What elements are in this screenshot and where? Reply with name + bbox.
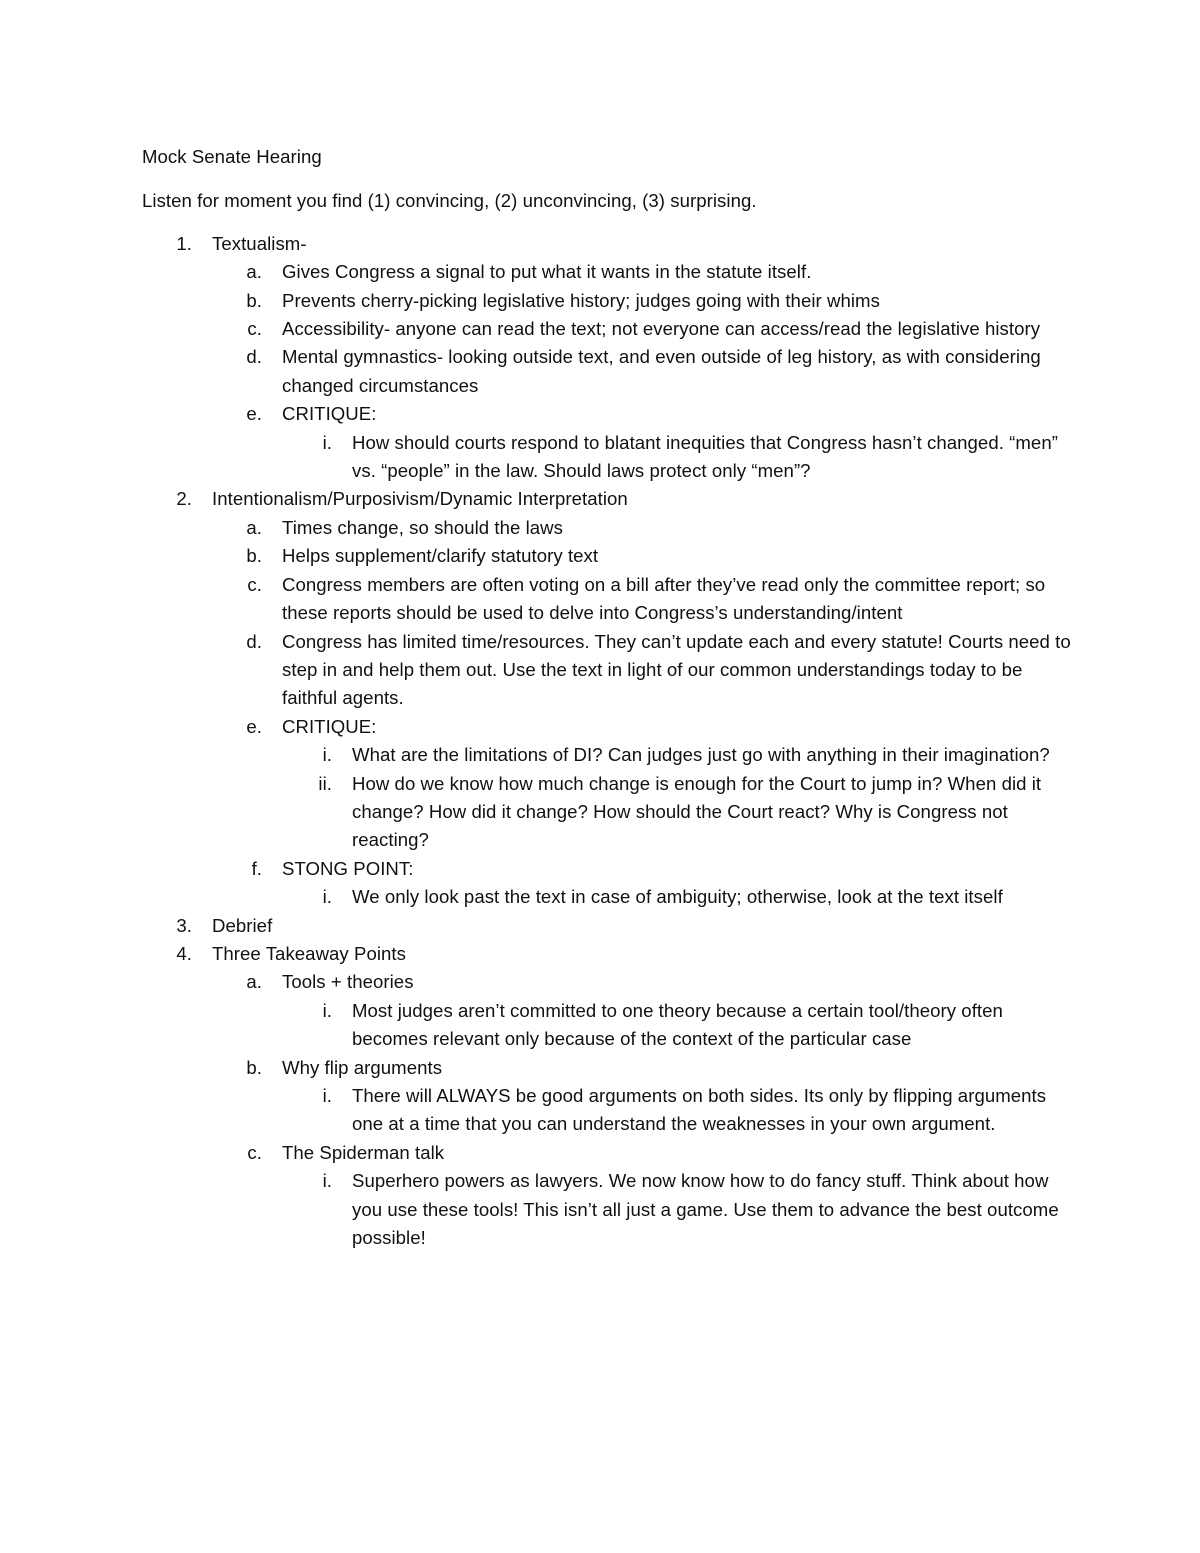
list-item-text: Textualism- bbox=[212, 232, 307, 254]
list-item-text: Congress members are often voting on a bill after they’ve read only the committee report; so these reports should be used to delve into Congress’s understanding/intent bbox=[282, 573, 1046, 624]
list-marker: e. bbox=[246, 403, 262, 425]
list-marker: b. bbox=[246, 545, 262, 567]
list-item-text: Congress has limited time/resources. They can’t update each and every statute! Courts need to step in and help them out. Use the text in light of our common understandings today to be faithful agents. bbox=[282, 630, 1071, 709]
list-marker: i. bbox=[322, 1085, 332, 1106]
outline-item-level-1 bbox=[142, 912, 1082, 940]
list-marker: i. bbox=[322, 999, 332, 1021]
outline-item-level-2 bbox=[142, 1054, 1082, 1082]
outline-item-level-2 bbox=[142, 855, 1082, 883]
list-marker: ii. bbox=[318, 772, 332, 794]
list-marker: 3. bbox=[176, 914, 192, 936]
outline-item-level-2 bbox=[142, 571, 1082, 628]
list-item-text: Mental gymnastics- looking outside text, and even outside of leg history, as with considering changed circumstances bbox=[282, 346, 1041, 396]
outline-item-level-1 bbox=[142, 230, 1082, 258]
list-item-text: Why flip arguments bbox=[282, 1056, 443, 1078]
list-marker: d. bbox=[246, 346, 262, 368]
list-marker: c. bbox=[247, 1141, 262, 1163]
list-item-text: Accessibility- anyone can read the text; not everyone can access/read the legislative history bbox=[282, 318, 1041, 340]
list-item-text: Tools + theories bbox=[282, 971, 414, 993]
list-marker: a. bbox=[246, 261, 262, 283]
outline-item-level-1 bbox=[142, 485, 1082, 513]
list-marker: b. bbox=[246, 1056, 262, 1078]
list-marker: i. bbox=[322, 886, 332, 908]
list-item-text: We only look past the text in case of ambiguity; otherwise, look at the text itself bbox=[352, 886, 1003, 908]
outline-item-level-3 bbox=[142, 1082, 1082, 1139]
list-item-text: Debrief bbox=[212, 914, 273, 936]
list-item-text: Prevents cherry-picking legislative history; judges going with their whims bbox=[282, 289, 880, 311]
outline-item-level-2 bbox=[142, 258, 1082, 286]
outline-item-level-3 bbox=[142, 883, 1082, 911]
list-marker: i. bbox=[322, 744, 332, 766]
list-item-text: Intentionalism/Purposivism/Dynamic Interpretation bbox=[212, 488, 628, 510]
outline-item-level-3 bbox=[142, 770, 1082, 855]
document-body bbox=[142, 143, 1082, 1252]
outline-item-level-2 bbox=[142, 287, 1082, 315]
outline-item-level-2 bbox=[142, 400, 1082, 428]
list-item-text: Gives Congress a signal to put what it wants in the statute itself. bbox=[282, 261, 812, 283]
list-item-text: Times change, so should the laws bbox=[282, 516, 563, 538]
outline-item-level-1 bbox=[142, 940, 1082, 968]
list-marker: i. bbox=[322, 431, 332, 453]
document-title: Mock Senate Hearing bbox=[142, 146, 322, 167]
outline-item-level-2 bbox=[142, 514, 1082, 542]
outline-item-level-2 bbox=[142, 713, 1082, 741]
list-marker: a. bbox=[246, 971, 262, 993]
outline-item-level-2 bbox=[142, 968, 1082, 996]
list-item-text: CRITIQUE: bbox=[282, 403, 377, 425]
list-item-text: How do we know how much change is enough for the Court to jump in? When did it change? How did it change? How should the Court react? Why is Congress not reacting? bbox=[352, 772, 1042, 851]
list-item-text: The Spiderman talk bbox=[282, 1141, 445, 1163]
list-item-text: Most judges aren’t committed to one theory because a certain tool/theory often becomes relevant only because of the context of the particular case bbox=[352, 999, 1003, 1050]
list-item-text: Three Takeaway Points bbox=[212, 942, 406, 964]
list-marker: a. bbox=[246, 516, 262, 538]
outline-item-level-3 bbox=[142, 741, 1082, 769]
list-marker: 1. bbox=[176, 232, 192, 254]
list-item-text: Helps supplement/clarify statutory text bbox=[282, 545, 599, 567]
list-marker: c. bbox=[247, 318, 262, 340]
list-marker: c. bbox=[247, 573, 262, 595]
list-marker: i. bbox=[322, 1170, 332, 1192]
list-item-text: CRITIQUE: bbox=[282, 715, 377, 737]
outline-item-level-2 bbox=[142, 343, 1082, 400]
outline-list bbox=[142, 230, 1082, 1253]
outline-item-level-3 bbox=[142, 429, 1082, 486]
list-marker: e. bbox=[246, 715, 262, 737]
list-marker: f. bbox=[251, 857, 262, 879]
outline-item-level-3 bbox=[142, 997, 1082, 1054]
list-marker: b. bbox=[246, 289, 262, 311]
list-marker: d. bbox=[246, 630, 262, 652]
list-item-text: How should courts respond to blatant inequities that Congress hasn’t changed. “men” vs. “people” in the law. Should laws protect only “men”? bbox=[352, 431, 1058, 482]
list-marker: 2. bbox=[176, 488, 192, 510]
list-item-text: What are the limitations of DI? Can judges just go with anything in their imagination? bbox=[352, 744, 1050, 766]
list-item-text: Superhero powers as lawyers. We now know how to do fancy stuff. Think about how you use these tools! This isn’t all just a game. Use them to advance the best outcome possible! bbox=[352, 1170, 1059, 1249]
list-item-text: There will ALWAYS be good arguments on both sides. Its only by flipping arguments one at a time that you can understand the weaknesses in your own argument. bbox=[352, 1085, 1047, 1135]
outline-item-level-2 bbox=[142, 628, 1082, 713]
list-item-text: STONG POINT: bbox=[282, 857, 414, 879]
list-marker: 4. bbox=[176, 942, 192, 964]
outline-item-level-2 bbox=[142, 315, 1082, 343]
outline-item-level-2 bbox=[142, 1139, 1082, 1167]
instruction-line: Listen for moment you find (1) convincing, (2) unconvincing, (3) surprising. bbox=[142, 190, 757, 212]
outline-item-level-2 bbox=[142, 542, 1082, 570]
outline-item-level-3 bbox=[142, 1167, 1082, 1252]
